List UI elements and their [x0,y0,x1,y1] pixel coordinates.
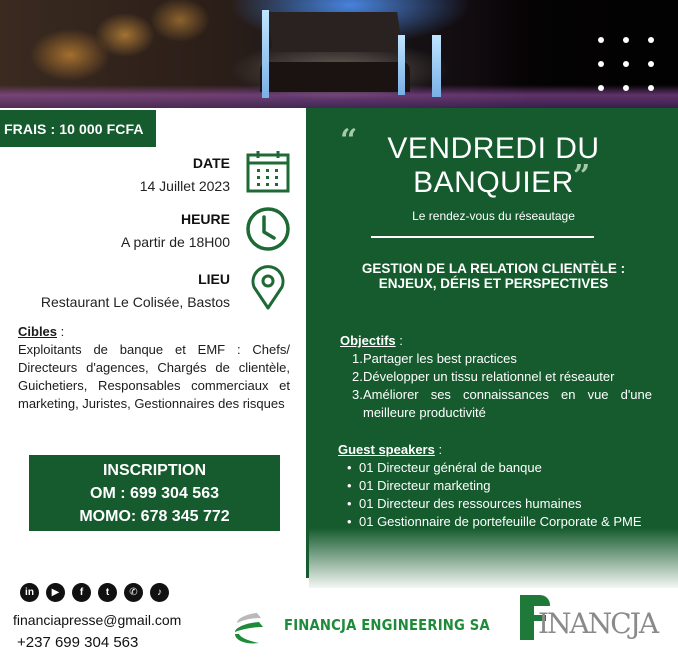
objectifs-list [352,350,652,422]
youtube-icon[interactable]: ▶ [46,583,65,602]
photo-pillar [398,35,405,95]
event-topic: GESTION DE LA RELATION CLIENTÈLE : ENJEUX, DÉFIS ET PERSPECTIVES [361,261,626,291]
quote-open-icon: “ [340,123,358,158]
fee-badge: FRAIS : 10 000 FCFA [0,110,156,147]
whatsapp-icon[interactable]: ✆ [124,583,143,602]
speakers-list [347,459,678,531]
twitter-icon[interactable]: t [98,583,117,602]
photo-awning [267,12,403,52]
event-title: VENDREDI DU BANQUIER [387,132,600,199]
contact-email[interactable]: financiapresse@gmail.com [13,612,182,628]
info-date-value: 14 Juillet 2023 [139,178,230,194]
info-date-label: DATE [192,155,230,171]
social-links [20,583,169,602]
financia-wordmark: INANCJA [538,607,658,640]
event-subtitle: Le rendez-vous du réseautage [412,209,575,223]
list-item: 2. Développer un tissu relationnel et réseauter [352,369,615,384]
list-item: • 01 Gestionnaire de portefeuille Corporate & PME [347,514,642,529]
inscription-box [29,455,280,531]
cibles-title: Cibles [18,324,58,339]
info-time-value: A partir de 18H00 [121,234,230,250]
info-location-value: Restaurant Le Colisée, Bastos [40,294,230,310]
info-time [121,211,230,250]
quote-close-icon: ” [573,159,591,194]
cibles-section: Cibles : Exploitants de banque et EMF : Chefs/ Directeurs d'agences, Chargés de clientèle, Guichetiers, Responsables commerciaux et marketing, Juristes, Gestionnaires des risques [18,324,290,411]
speakers-section: Guest speakers : • 01 Directeur général de banque • 01 Directeur marketing • 01 Directeur des ressources humaines • 01 Gestionnaire de portefeuille Corporate & PME [338,441,678,531]
photo-pillar [262,10,269,98]
cibles-text: Exploitants de banque et EMF : Chefs/ Directeurs d'agences, Chargés de clientèle, Guichetiers, Responsables commerciaux et marketing, Juristes, Gestionnaires des risques [18,342,290,411]
info-date [140,155,230,194]
financia-logo [520,595,658,645]
inscription-title: INSCRIPTION [102,462,207,479]
info-location [41,271,230,310]
photo-pillar [432,35,441,97]
list-item: • 01 Directeur des ressources humaines [347,496,582,511]
inscription-momo: MOMO: 678 345 772 [79,508,230,525]
info-time-label: HEURE [180,211,230,227]
dots-grid-icon [588,28,664,100]
company-name: FINANCJA ENGINEERING SA [284,616,490,634]
banner-photo [0,0,678,108]
list-item: • 01 Directeur général de banque [347,460,542,475]
list-item: 1. Partager les best practices [352,351,517,366]
linkedin-icon[interactable]: in [20,583,39,602]
facebook-icon[interactable]: f [72,583,91,602]
title-divider [371,236,594,238]
photo-crowd [260,62,410,92]
list-item: • 01 Directeur marketing [347,478,491,493]
calendar-icon [245,149,291,195]
contact-phone[interactable]: +237 699 304 563 [17,634,139,651]
objectifs-section: Objectifs : 1. Partager les best practices 2. Développer un tissu relationnel et réseauter 3. Améliorer ses connaissances en vue d'une meilleure productivité [340,333,652,420]
tiktok-icon[interactable]: ♪ [150,583,169,602]
clock-icon [245,206,291,252]
location-pin-icon [245,265,291,311]
info-location-label: LIEU [198,271,230,287]
hero-panel [309,108,678,588]
speakers-title: Guest speakers [338,442,435,457]
financja-engineering-logo-icon [231,610,265,646]
list-item: 3. Améliorer ses connaissances en vue d'une meilleure productivité [352,387,652,420]
inscription-om: OM : 699 304 563 [90,485,219,502]
objectifs-title: Objectifs [340,333,396,348]
